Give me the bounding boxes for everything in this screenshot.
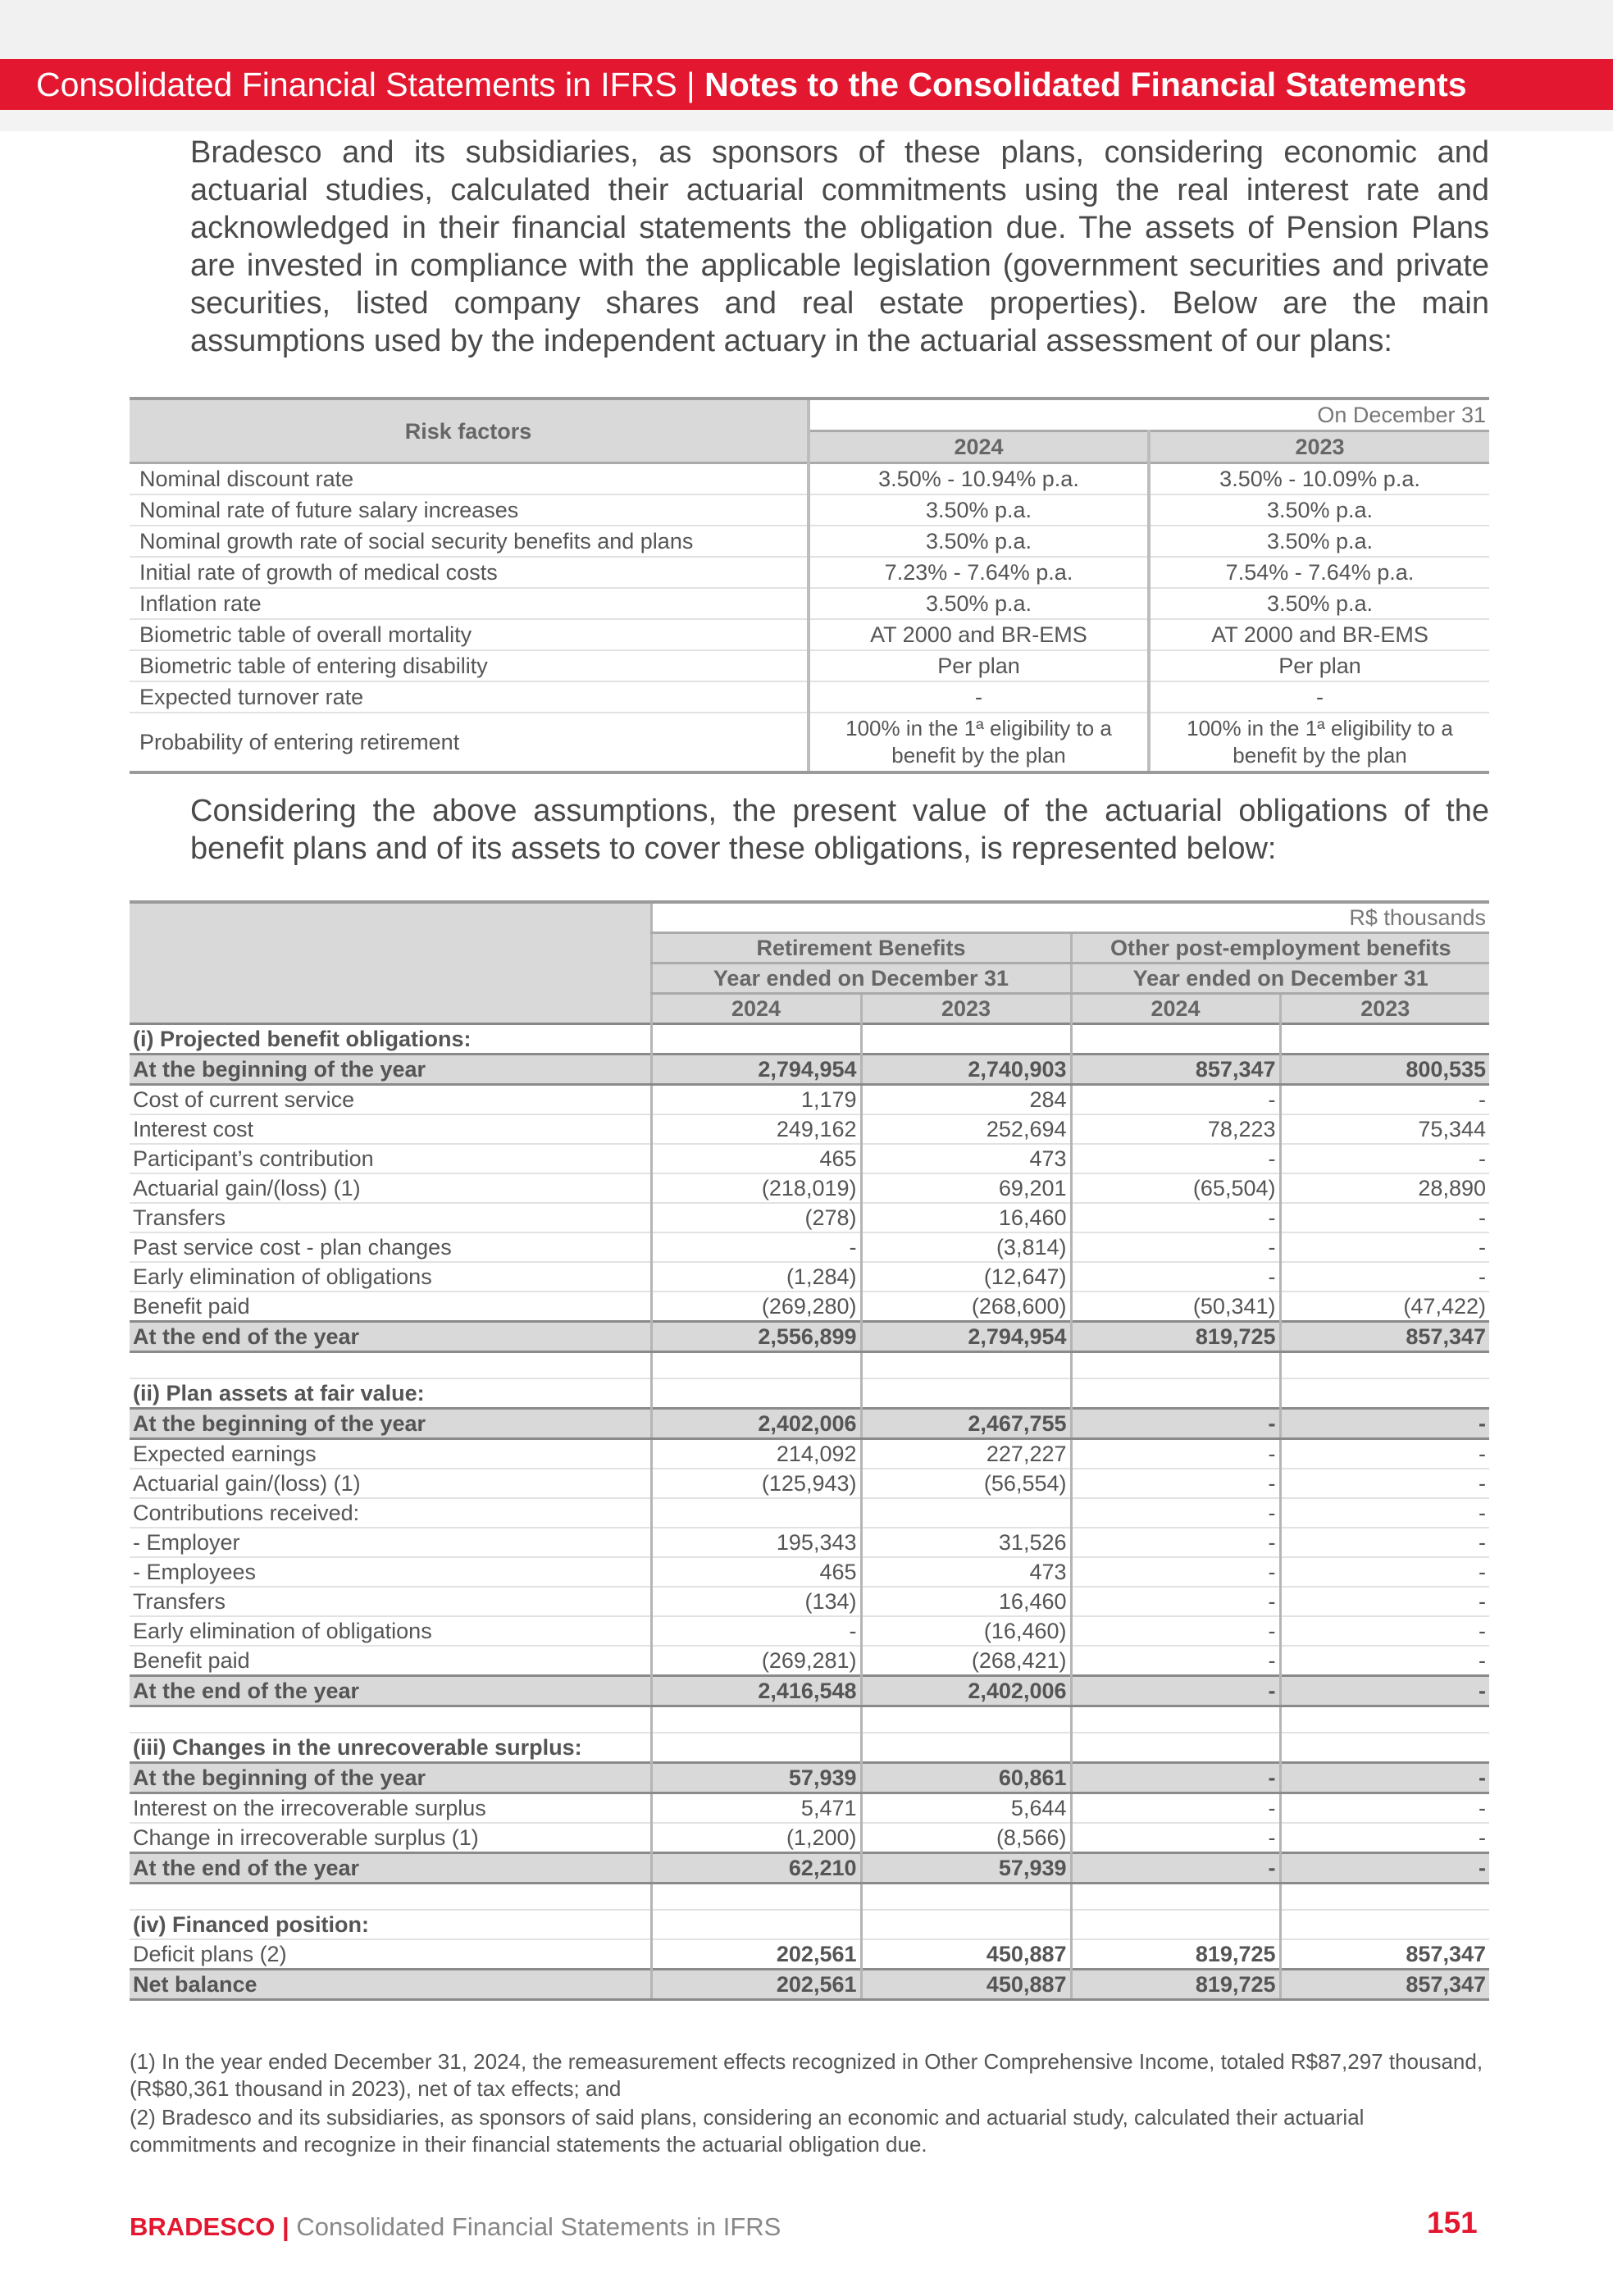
cell: (278) <box>651 1203 861 1232</box>
table-row <box>130 1114 1489 1144</box>
cell: - <box>1280 1085 1489 1115</box>
table-row <box>130 1616 1489 1646</box>
cell: - <box>1071 1203 1280 1232</box>
cell: - <box>1071 1793 1280 1824</box>
obligations-table <box>130 900 1489 2001</box>
risk-label: Nominal rate of future salary increases <box>130 494 809 526</box>
risk-value-2023: 3.50% p.a. <box>1149 494 1489 526</box>
cell: (12,647) <box>861 1262 1071 1292</box>
risk-label: Biometric table of entering disability <box>130 650 809 681</box>
row-label: Benefit paid <box>130 1292 651 1322</box>
cell: 75,344 <box>1280 1114 1489 1144</box>
intro-paragraph: Bradesco and its subsidiaries, as sponsors of these plans, considering economic and actuarial studies, calculated their actuarial commitments using the real interest rate and acknowledged in their financial statements the obligation due. The assets of Pension Plans are invested in compliance with the applicable legislation (government securities and private securities, listed company shares and real estate properties). Below are the main assumptions used by the independent actuary in the actuarial assessment of our plans: <box>190 135 1489 358</box>
cell: (134) <box>651 1587 861 1616</box>
section-title: (i) Projected benefit obligations: <box>130 1024 651 1055</box>
cell: - <box>1280 1646 1489 1676</box>
risk-row <box>130 494 1489 526</box>
cell: - <box>1280 1232 1489 1262</box>
cell: - <box>1071 1498 1280 1528</box>
table-row <box>130 1262 1489 1292</box>
obl-year: 2024 <box>1071 994 1280 1024</box>
table-row <box>130 1292 1489 1322</box>
section-title: (ii) Plan assets at fair value: <box>130 1378 651 1409</box>
cell: 857,347 <box>1280 1322 1489 1352</box>
cell: 214,092 <box>651 1439 861 1469</box>
cell: - <box>1071 1587 1280 1616</box>
cell: (3,814) <box>861 1232 1071 1262</box>
table-row <box>130 1173 1489 1203</box>
row-label: Actuarial gain/(loss) (1) <box>130 1469 651 1498</box>
cell: (269,281) <box>651 1646 861 1676</box>
cell: - <box>1071 1646 1280 1676</box>
table-row <box>130 1232 1489 1262</box>
cell: 2,402,006 <box>651 1409 861 1439</box>
row-label: Past service cost - plan changes <box>130 1232 651 1262</box>
row-label: Participant’s contribution <box>130 1144 651 1173</box>
cell: 202,561 <box>651 1939 861 1970</box>
cell: (47,422) <box>1280 1292 1489 1322</box>
cell: (16,460) <box>861 1616 1071 1646</box>
cell: (65,504) <box>1071 1173 1280 1203</box>
cell: 2,794,954 <box>861 1322 1071 1352</box>
risk-value-2024: 3.50% p.a. <box>809 588 1149 619</box>
obl-year: 2023 <box>861 994 1071 1024</box>
table-row <box>130 1646 1489 1676</box>
footnote-2: (2) Bradesco and its subsidiaries, as sponsors of said plans, considering an economic and actuarial study, calculated their actuarial commitments and recognize in their financial statements the actuarial obligation due. <box>130 2105 1365 2157</box>
cell: - <box>1071 1144 1280 1173</box>
cell: - <box>1280 1823 1489 1853</box>
risk-factors-table <box>130 397 1489 774</box>
row-label: At the end of the year <box>130 1853 651 1884</box>
table-row <box>130 1439 1489 1469</box>
cell: 78,223 <box>1071 1114 1280 1144</box>
risk-value-2024: AT 2000 and BR-EMS <box>809 619 1149 650</box>
cell: (218,019) <box>651 1173 861 1203</box>
cell: (1,200) <box>651 1823 861 1853</box>
row-label: Transfers <box>130 1203 651 1232</box>
row-label: At the end of the year <box>130 1322 651 1352</box>
obl-year: 2023 <box>1280 994 1489 1024</box>
cell: 5,471 <box>651 1793 861 1824</box>
cell: 284 <box>861 1085 1071 1115</box>
cell <box>861 1498 1071 1528</box>
obl-group-retirement: Retirement Benefits <box>651 933 1071 963</box>
cell: - <box>1071 1853 1280 1884</box>
table-row <box>130 1085 1489 1115</box>
row-label: At the beginning of the year <box>130 1055 651 1085</box>
top-margin <box>0 0 1613 59</box>
footer-text: Consolidated Financial Statements in IFRS <box>296 2212 781 2241</box>
cell: (125,943) <box>651 1469 861 1498</box>
cell: - <box>1280 1793 1489 1824</box>
risk-value-2023: AT 2000 and BR-EMS <box>1149 619 1489 650</box>
cell: - <box>1280 1616 1489 1646</box>
cell: 249,162 <box>651 1114 861 1144</box>
row-label: Expected earnings <box>130 1439 651 1469</box>
cell: 16,460 <box>861 1203 1071 1232</box>
risk-label: Probability of entering retirement <box>130 713 809 772</box>
cell: - <box>1071 1232 1280 1262</box>
cell: 227,227 <box>861 1439 1071 1469</box>
cell: 60,861 <box>861 1763 1071 1793</box>
cell: - <box>1280 1498 1489 1528</box>
risk-label: Biometric table of overall mortality <box>130 619 809 650</box>
cell: 450,887 <box>861 1939 1071 1970</box>
row-label: Contributions received: <box>130 1498 651 1528</box>
cell: - <box>1071 1085 1280 1115</box>
cell: 857,347 <box>1071 1055 1280 1085</box>
cell: - <box>651 1616 861 1646</box>
table-row <box>130 1793 1489 1824</box>
cell: - <box>1071 1469 1280 1498</box>
cell: - <box>651 1232 861 1262</box>
table-row <box>130 1144 1489 1173</box>
cell: 2,794,954 <box>651 1055 861 1085</box>
cell: - <box>1280 1528 1489 1557</box>
risk-year-2023: 2023 <box>1149 431 1489 463</box>
cell: 195,343 <box>651 1528 861 1557</box>
row-label: Early elimination of obligations <box>130 1262 651 1292</box>
header-doc-title: Consolidated Financial Statements in IFRS | <box>36 66 695 103</box>
cell: 857,347 <box>1280 1939 1489 1970</box>
risk-value-2023: 3.50% p.a. <box>1149 588 1489 619</box>
risk-row <box>130 650 1489 681</box>
row-label: At the beginning of the year <box>130 1763 651 1793</box>
cell: 857,347 <box>1280 1970 1489 2000</box>
cell: - <box>1280 1853 1489 1884</box>
obl-group-other: Other post-employment benefits <box>1071 933 1489 963</box>
cell: - <box>1280 1557 1489 1587</box>
table-row <box>130 1469 1489 1498</box>
table-row <box>130 1970 1489 2000</box>
mid-paragraph: Considering the above assumptions, the present value of the actuarial obligations of the benefit plans and of its assets to cover these obligations, is represented below: <box>190 794 1489 866</box>
cell: - <box>1280 1763 1489 1793</box>
cell: 819,725 <box>1071 1939 1280 1970</box>
cell: (1,284) <box>651 1262 861 1292</box>
risk-row <box>130 526 1489 557</box>
cell: - <box>1071 1763 1280 1793</box>
table-row <box>130 1676 1489 1706</box>
table-row <box>130 1409 1489 1439</box>
cell: - <box>1280 1469 1489 1498</box>
risk-value-2024: 3.50% - 10.94% p.a. <box>809 463 1149 495</box>
page-footer <box>130 2212 781 2242</box>
risk-label: Expected turnover rate <box>130 681 809 713</box>
cell: - <box>1071 1676 1280 1706</box>
cell: 62,210 <box>651 1853 861 1884</box>
cell: 450,887 <box>861 1970 1071 2000</box>
cell: 57,939 <box>651 1763 861 1793</box>
risk-label: Initial rate of growth of medical costs <box>130 557 809 588</box>
table-row <box>130 1203 1489 1232</box>
risk-row <box>130 713 1489 772</box>
cell: 2,416,548 <box>651 1676 861 1706</box>
cell: 5,644 <box>861 1793 1071 1824</box>
cell: (269,280) <box>651 1292 861 1322</box>
cell: - <box>1280 1144 1489 1173</box>
obl-header-blank <box>130 902 651 1024</box>
table-row <box>130 1853 1489 1884</box>
row-label: Benefit paid <box>130 1646 651 1676</box>
row-label: Cost of current service <box>130 1085 651 1115</box>
cell: 1,179 <box>651 1085 861 1115</box>
header-shadow <box>0 110 1613 131</box>
cell: - <box>1071 1557 1280 1587</box>
risk-value-2023: 7.54% - 7.64% p.a. <box>1149 557 1489 588</box>
cell: - <box>1071 1409 1280 1439</box>
cell: 2,467,755 <box>861 1409 1071 1439</box>
section-title: (iv) Financed position: <box>130 1910 651 1939</box>
risk-value-2024: 3.50% p.a. <box>809 526 1149 557</box>
risk-value-2024: Per plan <box>809 650 1149 681</box>
risk-row <box>130 588 1489 619</box>
risk-value-2024: 7.23% - 7.64% p.a. <box>809 557 1149 588</box>
section-title: (iii) Changes in the unrecoverable surplus: <box>130 1733 651 1763</box>
obl-unit-label: R$ thousands <box>651 902 1489 933</box>
cell: - <box>1071 1616 1280 1646</box>
row-label: At the end of the year <box>130 1676 651 1706</box>
risk-factors-header: Risk factors <box>130 399 809 463</box>
cell: (8,566) <box>861 1823 1071 1853</box>
risk-value-2023: Per plan <box>1149 650 1489 681</box>
obl-year: 2024 <box>651 994 861 1024</box>
cell: 2,740,903 <box>861 1055 1071 1085</box>
row-label: Actuarial gain/(loss) (1) <box>130 1173 651 1203</box>
row-label: Interest cost <box>130 1114 651 1144</box>
row-label: Change in irrecoverable surplus (1) <box>130 1823 651 1853</box>
risk-row <box>130 681 1489 713</box>
cell: 819,725 <box>1071 1970 1280 2000</box>
risk-label: Inflation rate <box>130 588 809 619</box>
cell: - <box>1071 1262 1280 1292</box>
cell: 28,890 <box>1280 1173 1489 1203</box>
table-row <box>130 1939 1489 1970</box>
risk-value-2023: 100% in the 1ª eligibility to a benefit by the plan <box>1149 713 1489 772</box>
cell: 819,725 <box>1071 1322 1280 1352</box>
cell: 473 <box>861 1557 1071 1587</box>
cell: - <box>1071 1439 1280 1469</box>
row-label: - Employees <box>130 1557 651 1587</box>
row-label: - Employer <box>130 1528 651 1557</box>
risk-value-2024: 3.50% p.a. <box>809 494 1149 526</box>
cell: (268,600) <box>861 1292 1071 1322</box>
table-row <box>130 1322 1489 1352</box>
cell: - <box>1280 1439 1489 1469</box>
table-row <box>130 1055 1489 1085</box>
risk-row <box>130 619 1489 650</box>
risk-label: Nominal growth rate of social security benefits and plans <box>130 526 809 557</box>
risk-label: Nominal discount rate <box>130 463 809 495</box>
cell: - <box>1280 1409 1489 1439</box>
page-number: 151 <box>1427 2206 1478 2239</box>
cell: - <box>1280 1262 1489 1292</box>
section-header <box>0 59 1613 110</box>
risk-period-label: On December 31 <box>809 399 1489 431</box>
obl-subheader-other: Year ended on December 31 <box>1071 963 1489 994</box>
table-row <box>130 1587 1489 1616</box>
footer-separator: | <box>275 2212 297 2241</box>
cell: (50,341) <box>1071 1292 1280 1322</box>
cell: (56,554) <box>861 1469 1071 1498</box>
table-row <box>130 1823 1489 1853</box>
footer-brand: BRADESCO <box>130 2212 276 2241</box>
row-label: Net balance <box>130 1970 651 2000</box>
cell: 2,556,899 <box>651 1322 861 1352</box>
risk-value-2024: 100% in the 1ª eligibility to a benefit by the plan <box>809 713 1149 772</box>
obl-subheader-retirement: Year ended on December 31 <box>651 963 1071 994</box>
row-label: Transfers <box>130 1587 651 1616</box>
cell: - <box>1280 1676 1489 1706</box>
risk-value-2023: 3.50% - 10.09% p.a. <box>1149 463 1489 495</box>
cell: - <box>1280 1203 1489 1232</box>
footnote-1: (1) In the year ended December 31, 2024, the remeasurement effects recognized in Other Comprehensive Income, totaled R$87,297 thousand, (R$80,361 thousand in 2023), net of tax effects; and <box>130 2049 1483 2101</box>
cell: 252,694 <box>861 1114 1071 1144</box>
row-label: Deficit plans (2) <box>130 1939 651 1970</box>
risk-value-2023: 3.50% p.a. <box>1149 526 1489 557</box>
cell: 465 <box>651 1144 861 1173</box>
cell: - <box>1280 1587 1489 1616</box>
cell: 2,402,006 <box>861 1676 1071 1706</box>
risk-value-2023: - <box>1149 681 1489 713</box>
table-row <box>130 1528 1489 1557</box>
risk-value-2024: - <box>809 681 1149 713</box>
cell: - <box>1071 1528 1280 1557</box>
cell: (268,421) <box>861 1646 1071 1676</box>
cell: 69,201 <box>861 1173 1071 1203</box>
cell: - <box>1071 1823 1280 1853</box>
table-row <box>130 1557 1489 1587</box>
cell: 57,939 <box>861 1853 1071 1884</box>
row-label: Interest on the irrecoverable surplus <box>130 1793 651 1824</box>
row-label: At the beginning of the year <box>130 1409 651 1439</box>
risk-year-2024: 2024 <box>809 431 1149 463</box>
cell: 202,561 <box>651 1970 861 2000</box>
table-row <box>130 1763 1489 1793</box>
cell: 31,526 <box>861 1528 1071 1557</box>
cell: 16,460 <box>861 1587 1071 1616</box>
cell <box>651 1498 861 1528</box>
row-label: Early elimination of obligations <box>130 1616 651 1646</box>
table-row <box>130 1498 1489 1528</box>
header-section-title: Notes to the Consolidated Financial Statements <box>704 66 1467 103</box>
cell: 473 <box>861 1144 1071 1173</box>
cell: 465 <box>651 1557 861 1587</box>
risk-row <box>130 557 1489 588</box>
risk-row <box>130 463 1489 495</box>
cell: 800,535 <box>1280 1055 1489 1085</box>
